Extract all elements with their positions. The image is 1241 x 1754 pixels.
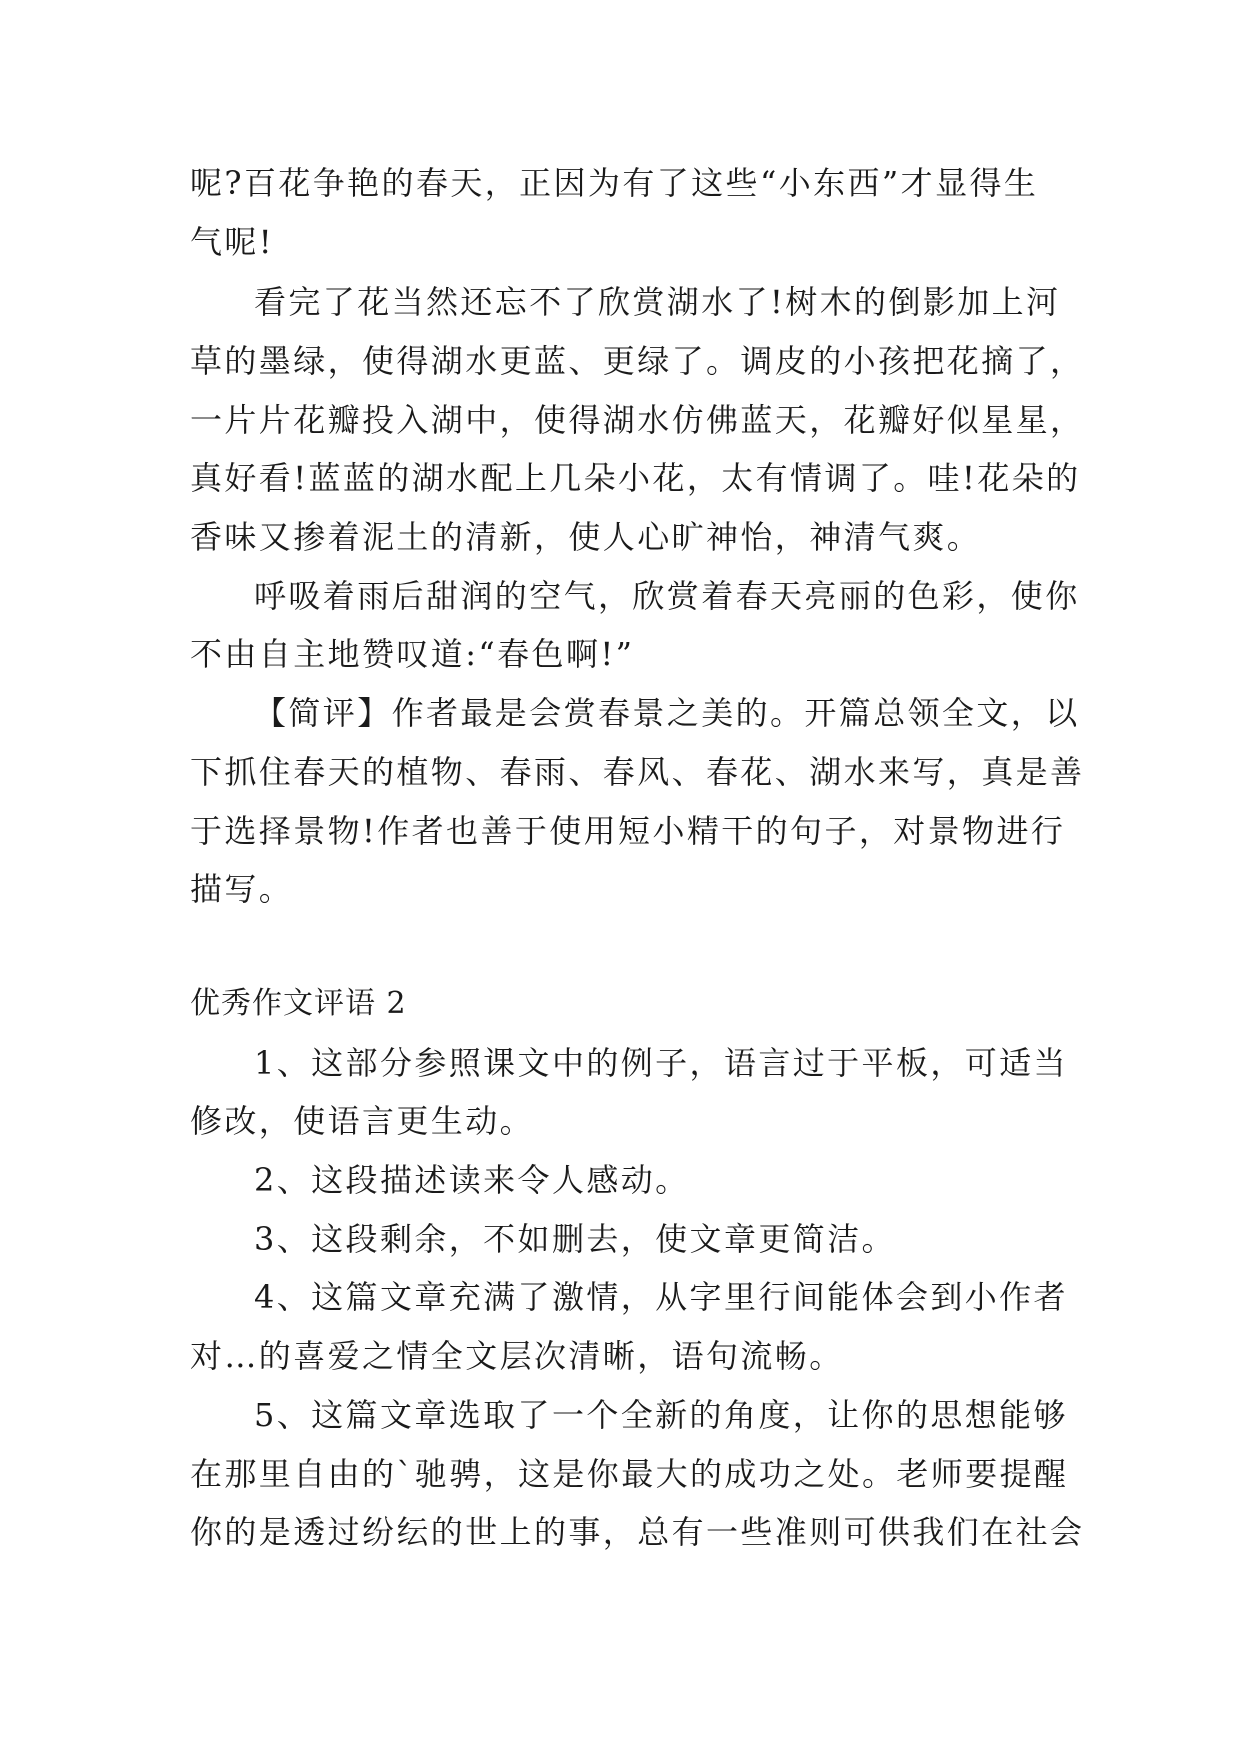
paragraph-line: 草的墨绿，使得湖水更蓝、更绿了。调皮的小孩把花摘了， — [190, 342, 1085, 380]
paragraph-line: 于选择景物!作者也善于使用短小精干的句子，对景物进行 — [190, 812, 1066, 850]
paragraph-line: 气呢! — [190, 223, 275, 261]
paragraph-line: 描写。 — [190, 870, 294, 908]
paragraph-line: 香味又掺着泥土的清新，使人心旷神怡，神清气爽。 — [190, 518, 982, 556]
comment-line: 你的是透过纷纭的世上的事，总有一些准则可供我们在社会 — [190, 1513, 1085, 1551]
comment-line: 5、这篇文章选取了一个全新的角度，让你的思想能够 — [254, 1396, 1068, 1434]
paragraph-line: 呢?百花争艳的春天，正因为有了这些“小东西”才显得生 — [190, 164, 1039, 202]
comment-line: 1、这部分参照课文中的例子，语言过于平板，可适当 — [254, 1044, 1068, 1082]
paragraph-line: 看完了花当然还忘不了欣赏湖水了!树木的倒影加上河 — [254, 283, 1061, 321]
paragraph-line: 不由自主地赞叹道:“春色啊!” — [190, 635, 635, 673]
paragraph-line: 下抓住春天的植物、春雨、春风、春花、湖水来写，真是善 — [190, 753, 1085, 791]
comment-line: 4、这篇文章充满了激情，从字里行间能体会到小作者 — [254, 1278, 1068, 1316]
paragraph-line: 呼吸着雨后甜润的空气，欣赏着春天亮丽的色彩，使你 — [254, 577, 1080, 615]
paragraph-line: 【简评】作者最是会赏春景之美的。开篇总领全文，以 — [254, 694, 1080, 732]
comment-line: 修改，使语言更生动。 — [190, 1102, 535, 1140]
paragraph-line: 真好看!蓝蓝的湖水配上几朵小花，太有情调了。哇!花朵的 — [190, 459, 1081, 497]
comment-line: 在那里自由的`驰骋，这是你最大的成功之处。老师要提醒 — [190, 1455, 1069, 1493]
paragraph-line: 一片片花瓣投入湖中，使得湖水仿佛蓝天，花瓣好似星星， — [190, 401, 1085, 439]
comment-line: 2、这段描述读来令人感动。 — [254, 1161, 690, 1199]
section-title: 优秀作文评语 2 — [190, 986, 407, 1021]
comment-line: 对…的喜爱之情全文层次清晰，语句流畅。 — [190, 1337, 844, 1375]
comment-line: 3、这段剩余，不如删去，使文章更简洁。 — [254, 1220, 896, 1258]
